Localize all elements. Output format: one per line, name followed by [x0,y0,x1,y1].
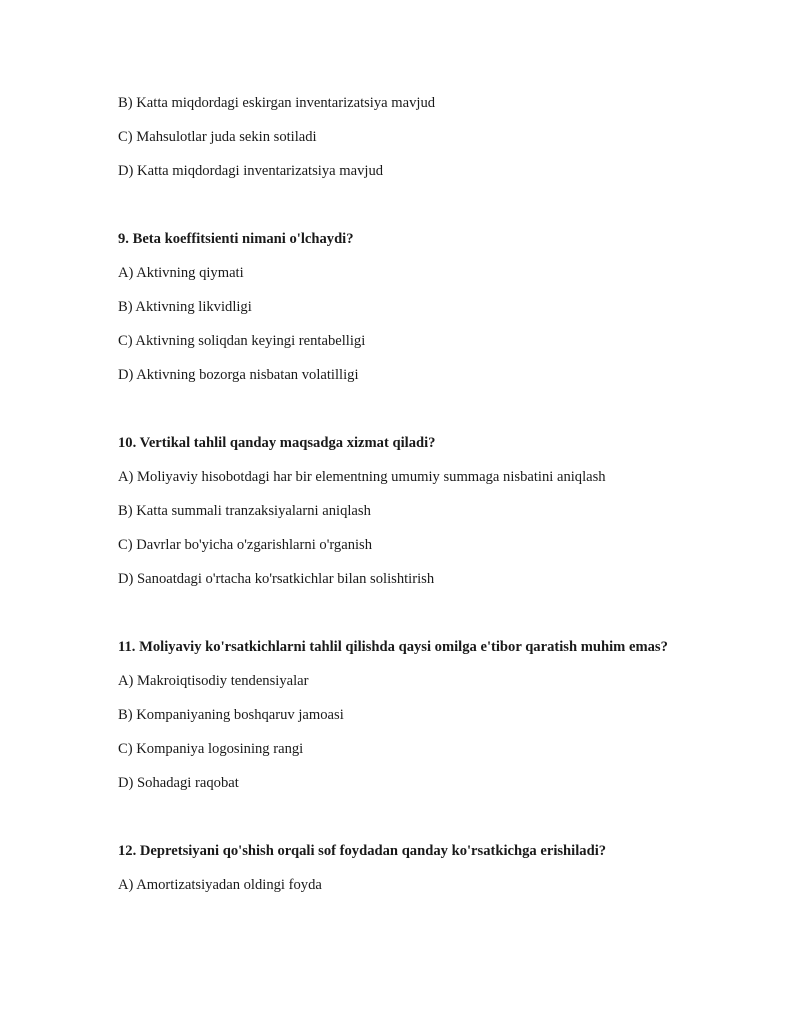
question-11 [118,637,678,793]
option-12-a: A) Amortizatsiyadan oldingi foyda [118,877,322,893]
option-8-d: D) Katta miqdordagi inventarizatsiya mavjud [118,163,384,179]
option-8-b: B) Katta miqdordagi eskirgan inventarizatsiya mavjud [118,95,436,111]
document-page [118,93,678,909]
option-11-c: C) Kompaniya logosining rangi [118,741,304,757]
question-10-title: 10. Vertikal tahlil qanday maqsadga xizmat qiladi? [118,435,436,451]
spacer [118,807,678,841]
spacer [118,399,678,433]
option-11-d: D) Sohadagi raqobat [118,775,239,791]
question-12-title: 12. Depretsiyani qo'shish orqali sof foydadan qanday ko'rsatkichga erishiladi? [118,843,607,859]
option-9-c: C) Aktivning soliqdan keyingi rentabelligi [118,333,366,349]
option-10-c: C) Davrlar bo'yicha o'zgarishlarni o'rganish [118,537,373,553]
option-9-b: B) Aktivning likvidligi [118,299,252,315]
question-8-options [118,93,678,181]
question-10 [118,433,678,589]
question-9-title: 9. Beta koeffitsienti nimani o'lchaydi? [118,231,354,247]
option-9-d: D) Aktivning bozorga nisbatan volatilligi [118,367,359,383]
option-11-a: A) Makroiqtisodiy tendensiyalar [118,673,309,689]
question-12 [118,841,678,895]
question-9 [118,229,678,385]
spacer [118,603,678,637]
option-10-b: B) Katta summali tranzaksiyalarni aniqlash [118,503,371,519]
option-11-b: B) Kompaniyaning boshqaruv jamoasi [118,707,344,723]
option-8-c: C) Mahsulotlar juda sekin sotiladi [118,129,317,145]
option-9-a: A) Aktivning qiymati [118,265,244,281]
option-10-a: A) Moliyaviy hisobotdagi har bir elementning umumiy summaga nisbatini aniqlash [118,469,606,485]
option-10-d: D) Sanoatdagi o'rtacha ko'rsatkichlar bilan solishtirish [118,571,435,587]
question-11-title: 11. Moliyaviy ko'rsatkichlarni tahlil qilishda qaysi omilga e'tibor qaratish muhim emas? [118,639,668,655]
spacer [118,195,678,229]
